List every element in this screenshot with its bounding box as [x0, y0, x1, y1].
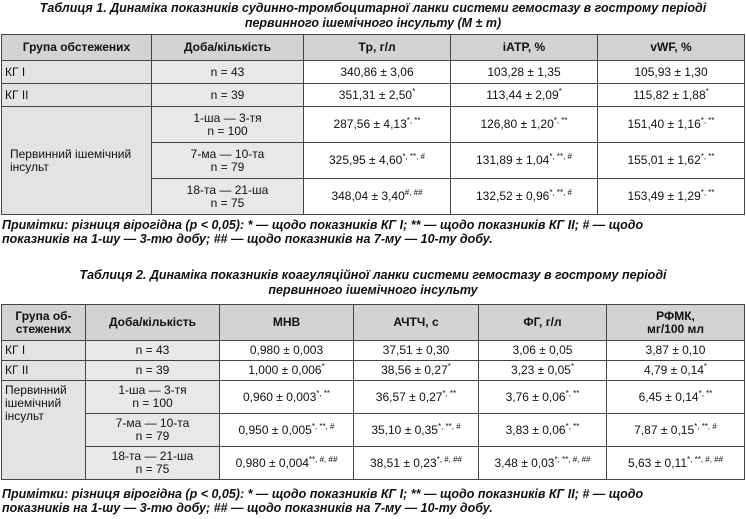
significance-marker: *, ** — [700, 116, 715, 125]
cell-text: 131,89 ± 1,04 — [476, 153, 550, 167]
significance-marker: * — [703, 362, 708, 371]
table2-value — [479, 381, 607, 414]
significance-marker: *, **, #, ## — [687, 454, 724, 464]
table2-value — [479, 341, 607, 361]
table1-group-kg1: КГ І — [2, 61, 152, 84]
cell-text: 0,980 ± 0,004 — [235, 455, 309, 470]
significance-marker: *, ** — [553, 116, 568, 125]
table2-value — [220, 361, 354, 381]
table2-value — [479, 414, 607, 447]
table1-header-vwf: vWF, % — [598, 35, 745, 61]
table-row — [2, 61, 745, 84]
table1-value — [598, 84, 745, 107]
table2-header-inr: МНВ — [220, 305, 354, 341]
cell-text: ішемічний — [5, 396, 62, 410]
table-row — [2, 107, 745, 143]
cell-text: n = 79 — [135, 429, 170, 443]
table2-value — [220, 341, 354, 361]
table1-value — [598, 107, 745, 143]
cell-text: n = 75 — [210, 195, 245, 210]
table1-value — [451, 143, 598, 179]
table-row — [2, 84, 745, 107]
significance-marker: *, ** — [700, 152, 715, 161]
cell-text: 37,51 ± 0,30 — [382, 343, 450, 357]
cell-text: 3,23 ± 0,05 — [510, 363, 571, 377]
significance-marker: *, #, ## — [436, 454, 462, 464]
table1-value — [451, 179, 598, 215]
table2-value — [607, 447, 745, 480]
table2-header-sfmc — [607, 305, 745, 341]
cell-text: n = 100 — [207, 123, 248, 138]
cell-text: 3,06 ± 0,05 — [512, 343, 573, 357]
table1-caption-line2: первинного ішемічного інсульту (M ± m) — [244, 16, 502, 30]
significance-marker: * — [705, 86, 709, 96]
significance-marker: *, ** — [442, 388, 457, 398]
table2-caption-line2: первинного ішемічного інсульту — [268, 283, 478, 297]
cell-text: 151,40 ± 1,16 — [627, 117, 701, 131]
table2-group-stroke — [2, 381, 86, 480]
cell-text: 287,56 ± 4,13 — [333, 117, 407, 131]
cell-text: n = 100 — [132, 396, 173, 410]
table2-period: n = 43 — [86, 341, 220, 361]
significance-marker: **, #, ## — [308, 454, 338, 464]
table1-value — [598, 179, 745, 215]
table1-period — [152, 179, 304, 215]
table1-header-tp: Tp, г/л — [304, 35, 451, 61]
table2-value — [354, 381, 479, 414]
cell-text: 153,49 ± 1,29 — [627, 189, 701, 203]
cell-text: 35,10 ± 0,35 — [371, 422, 438, 437]
table-row — [2, 361, 745, 381]
cell-text: 7-ма — 10-та — [115, 416, 190, 430]
table2-value — [607, 381, 745, 414]
cell-text: n = 79 — [210, 159, 245, 174]
cell-text: 3,76 ± 0,06 — [505, 389, 566, 404]
table1-period: n = 43 — [152, 61, 304, 84]
significance-marker: *, ** — [698, 388, 713, 398]
table1-value — [304, 143, 451, 179]
cell-text: n = 75 — [135, 462, 170, 476]
cell-text: 3,48 ± 0,03 — [494, 455, 555, 470]
table1-value — [304, 179, 451, 215]
table1-header-period: Доба/кількість — [152, 35, 304, 61]
table1-period: n = 39 — [152, 84, 304, 107]
cell-text: 3,83 ± 0,06 — [505, 422, 566, 437]
cell-text: 0,980 ± 0,003 — [249, 343, 324, 357]
table2-value — [220, 414, 354, 447]
cell-text: 3,87 ± 0,10 — [645, 343, 706, 357]
table1-value — [451, 84, 598, 107]
cell-text: 348,04 ± 3,40 — [331, 189, 405, 203]
table1-group-stroke: Первинний ішемічний інсульт — [2, 107, 152, 215]
significance-marker: * — [558, 86, 562, 96]
table1-value — [451, 107, 598, 143]
table2-value — [354, 447, 479, 480]
significance-marker: * — [412, 86, 416, 96]
significance-marker: *, **, # — [549, 152, 572, 161]
cell-text: 103,28 ± 1,35 — [487, 64, 561, 79]
significance-marker: * — [321, 362, 325, 371]
significance-marker: *, ** — [565, 421, 580, 431]
table2-notes — [2, 487, 746, 515]
cell-text: мг/100 мл — [646, 321, 705, 336]
cell-text: 18-та — 21-ша — [186, 182, 269, 197]
cell-text: 38,51 ± 0,23 — [370, 455, 437, 470]
cell-text: 132,52 ± 0,96 — [476, 189, 550, 203]
cell-text: 38,56 ± 0,27 — [381, 363, 448, 377]
cell-text: 1-ша — 3-тя — [118, 383, 187, 397]
cell-text: 126,80 ± 1,20 — [480, 117, 554, 131]
table1-notes-line2: показників на 1-шу — 3-тю добу; ## — щодо показників на 7-му — 10-ту добу. — [2, 232, 493, 246]
table2-notes-line2: показників на 1-шу — 3-тю добу; ## — щодо показників на 7-му — 10-ту добу. — [2, 501, 493, 515]
significance-marker: * — [447, 362, 451, 371]
cell-text: 1,000 ± 0,006 — [248, 363, 322, 377]
table2-value — [479, 447, 607, 480]
table1-group-kg2: КГ ІІ — [2, 84, 152, 107]
table2-period: n = 39 — [86, 361, 220, 381]
table-row — [2, 341, 745, 361]
table1-value — [304, 107, 451, 143]
table2-caption-line1: Таблиця 2. Динаміка показників коагуляційної ланки системи гемостазу в гострому періоді — [79, 268, 667, 282]
cell-text: Первинний — [5, 383, 67, 397]
table2-group-kg1: КГ І — [2, 341, 86, 361]
significance-marker: *, ** — [406, 116, 421, 125]
significance-marker: *, **, # — [437, 421, 461, 431]
table2-header-period: Доба/кількість — [86, 305, 220, 341]
cell-text: 105,93 ± 1,30 — [634, 64, 708, 79]
table-row — [2, 381, 745, 414]
table2-value — [354, 361, 479, 381]
cell-text: 7,87 ± 0,15 — [634, 422, 695, 437]
significance-marker: *, ** — [316, 388, 331, 398]
table1-value — [304, 61, 451, 84]
cell-text: 113,44 ± 2,09 — [486, 87, 559, 102]
table2-caption — [0, 268, 746, 298]
table1-caption-line1: Таблиця 1. Динаміка показників судинно-тромбоцитарної ланки системи гемостазу в гострому періоді — [39, 1, 707, 15]
table2-group-kg2: КГ ІІ — [2, 361, 86, 381]
table-row — [2, 414, 745, 447]
significance-marker: *, **, # — [549, 188, 572, 197]
table2-period — [86, 447, 220, 480]
cell-text: 340,86 ± 3,06 — [340, 64, 414, 79]
cell-text: 0,960 ± 0,003 — [242, 389, 317, 404]
table2-value — [607, 414, 745, 447]
table1-value — [304, 84, 451, 107]
cell-text: 0,950 ± 0,005 — [238, 422, 312, 437]
table2-value — [607, 361, 745, 381]
table2-value — [354, 414, 479, 447]
table2-period — [86, 414, 220, 447]
significance-marker: *, **, # — [402, 152, 425, 161]
cell-text: 325,95 ± 4,60 — [329, 153, 403, 167]
cell-text: 7-ма — 10-та — [190, 146, 265, 161]
cell-text: 115,82 ± 1,88 — [633, 87, 706, 102]
table2-value — [354, 341, 479, 361]
table1-caption — [0, 1, 746, 31]
significance-marker: *, ** — [700, 188, 715, 197]
cell-text: 5,63 ± 0,11 — [627, 455, 688, 470]
significance-marker: #, ## — [404, 188, 423, 197]
table2-header-fg: ФГ, г/л — [479, 305, 607, 341]
cell-text: РФМК, — [656, 308, 695, 323]
cell-text: 351,31 ± 2,50 — [338, 87, 413, 102]
table1-value — [598, 61, 745, 84]
cell-text: Група об- — [15, 308, 72, 323]
table1-header-row — [2, 35, 745, 61]
cell-text: інсульт — [5, 409, 44, 423]
significance-marker: *, **, # — [311, 421, 335, 431]
table2-notes-line1: Примітки: різниця вірогідна (p < 0,05): * — щодо показників КГ І; ** — щодо показників КГ ІІ; # — щодо — [2, 487, 644, 501]
cell-text: 4,79 ± 0,14 — [643, 363, 704, 377]
significance-marker: *, **, # — [694, 421, 717, 431]
table2-value — [220, 381, 354, 414]
table1-period — [152, 143, 304, 179]
table2-value — [607, 341, 745, 361]
table1-notes-line1: Примітки: різниця вірогідна (p < 0,05): * — щодо показників КГ І; ** — щодо показників КГ ІІ; # — щодо — [2, 218, 644, 232]
table2-header-aptt: АЧТЧ, с — [354, 305, 479, 341]
table1-period — [152, 107, 304, 143]
table1 — [1, 34, 745, 215]
table2 — [1, 304, 745, 480]
cell-text: 6,45 ± 0,14 — [638, 389, 699, 404]
cell-text: 1-ша — 3-тя — [193, 110, 262, 125]
significance-marker: *, **, #, ## — [554, 454, 591, 464]
significance-marker: * — [570, 362, 575, 371]
table1-header-iatp: іАТР, % — [451, 35, 598, 61]
table2-period — [86, 381, 220, 414]
table1-value — [598, 143, 745, 179]
table2-header-row — [2, 305, 745, 341]
table2-value — [479, 361, 607, 381]
cell-text: 155,01 ± 1,62 — [627, 153, 701, 167]
table1-header-group: Група обстежених — [2, 35, 152, 61]
significance-marker: *, ** — [565, 388, 580, 398]
cell-text: 18-та — 21-ша — [111, 449, 194, 463]
table1-value — [451, 61, 598, 84]
table2-value — [220, 447, 354, 480]
table-row — [2, 447, 745, 480]
cell-text: 36,57 ± 0,27 — [375, 389, 443, 404]
cell-text: стежених — [15, 321, 72, 336]
table2-header-group — [2, 305, 86, 341]
table1-notes — [2, 218, 746, 246]
